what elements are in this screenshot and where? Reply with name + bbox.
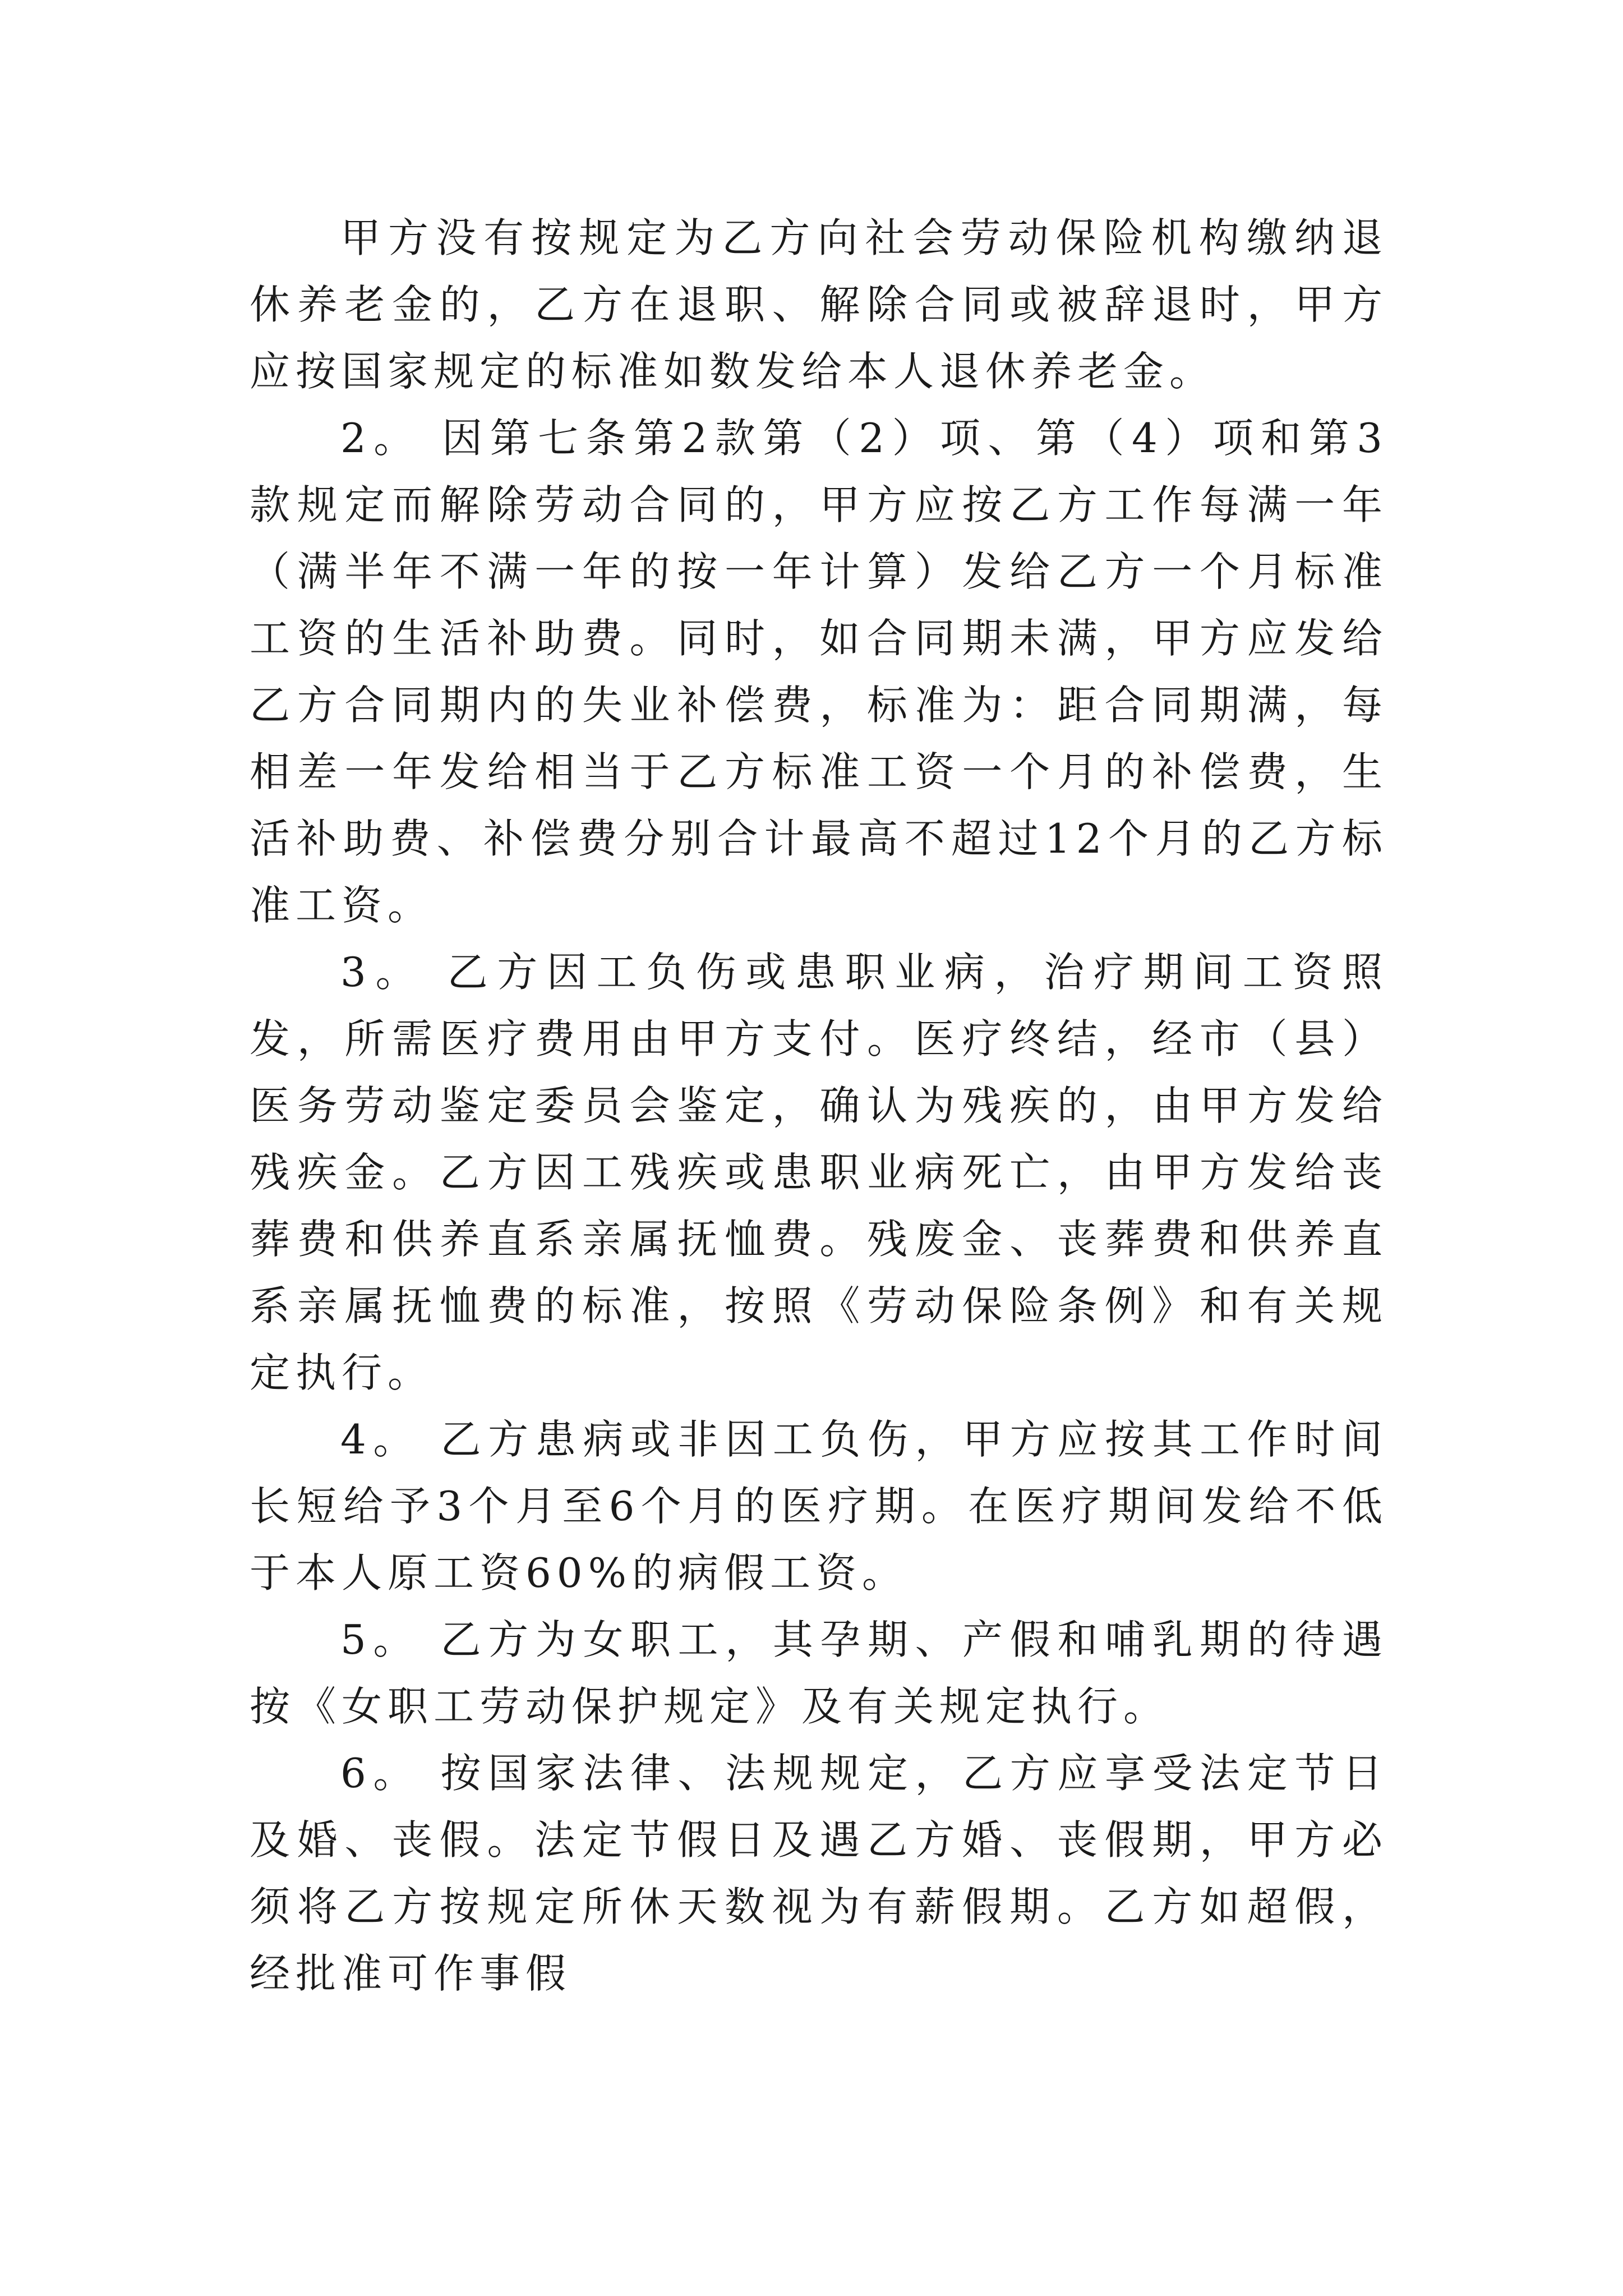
paragraph-item-4: 4。 乙方患病或非因工负伤，甲方应按其工作时间长短给予3个月至6个月的医疗期。在医疗期间发给不低于本人原工资60%的病假工资。 <box>250 1416 1388 1596</box>
paragraph-item-3: 3。 乙方因工负伤或患职业病，治疗期间工资照发，所需医疗费用由甲方支付。医疗终结，经市（县）医务劳动鉴定委员会鉴定，确认为残疾的，由甲方发给残疾金。乙方因工残疾或患职业病死亡，由甲方发给丧葬费和供养直系亲属抚恤费。残废金、丧葬费和供养直系亲属抚恤费的标准，按照《劳动保险条例》和有关规定执行。 <box>250 949 1388 1396</box>
document-body <box>250 205 1388 2007</box>
paragraph-pension: 甲方没有按规定为乙方向社会劳动保险机构缴纳退休养老金的，乙方在退职、解除合同或被辞退时，甲方应按国家规定的标准如数发给本人退休养老金。 <box>250 214 1388 395</box>
paragraph-item-6: 6。 按国家法律、法规规定，乙方应享受法定节日及婚、丧假。法定节假日及遇乙方婚、丧假期，甲方必须将乙方按规定所休天数视为有薪假期。乙方如超假，经批准可作事假 <box>250 1750 1388 1997</box>
paragraph-item-5: 5。 乙方为女职工，其孕期、产假和哺乳期的待遇按《女职工劳动保护规定》及有关规定执行。 <box>250 1616 1388 1730</box>
paragraph-item-2: 2。 因第七条第2款第（2）项、第（4）项和第3款规定而解除劳动合同的，甲方应按乙方工作每满一年（满半年不满一年的按一年计算）发给乙方一个月标准工资的生活补助费。同时，如合同期未满，甲方应发给乙方合同期内的失业补偿费，标准为：距合同期满，每相差一年发给相当于乙方标准工资一个月的补偿费，生活补助费、补偿费分别合计最高不超过12个月的乙方标准工资。 <box>250 415 1388 929</box>
